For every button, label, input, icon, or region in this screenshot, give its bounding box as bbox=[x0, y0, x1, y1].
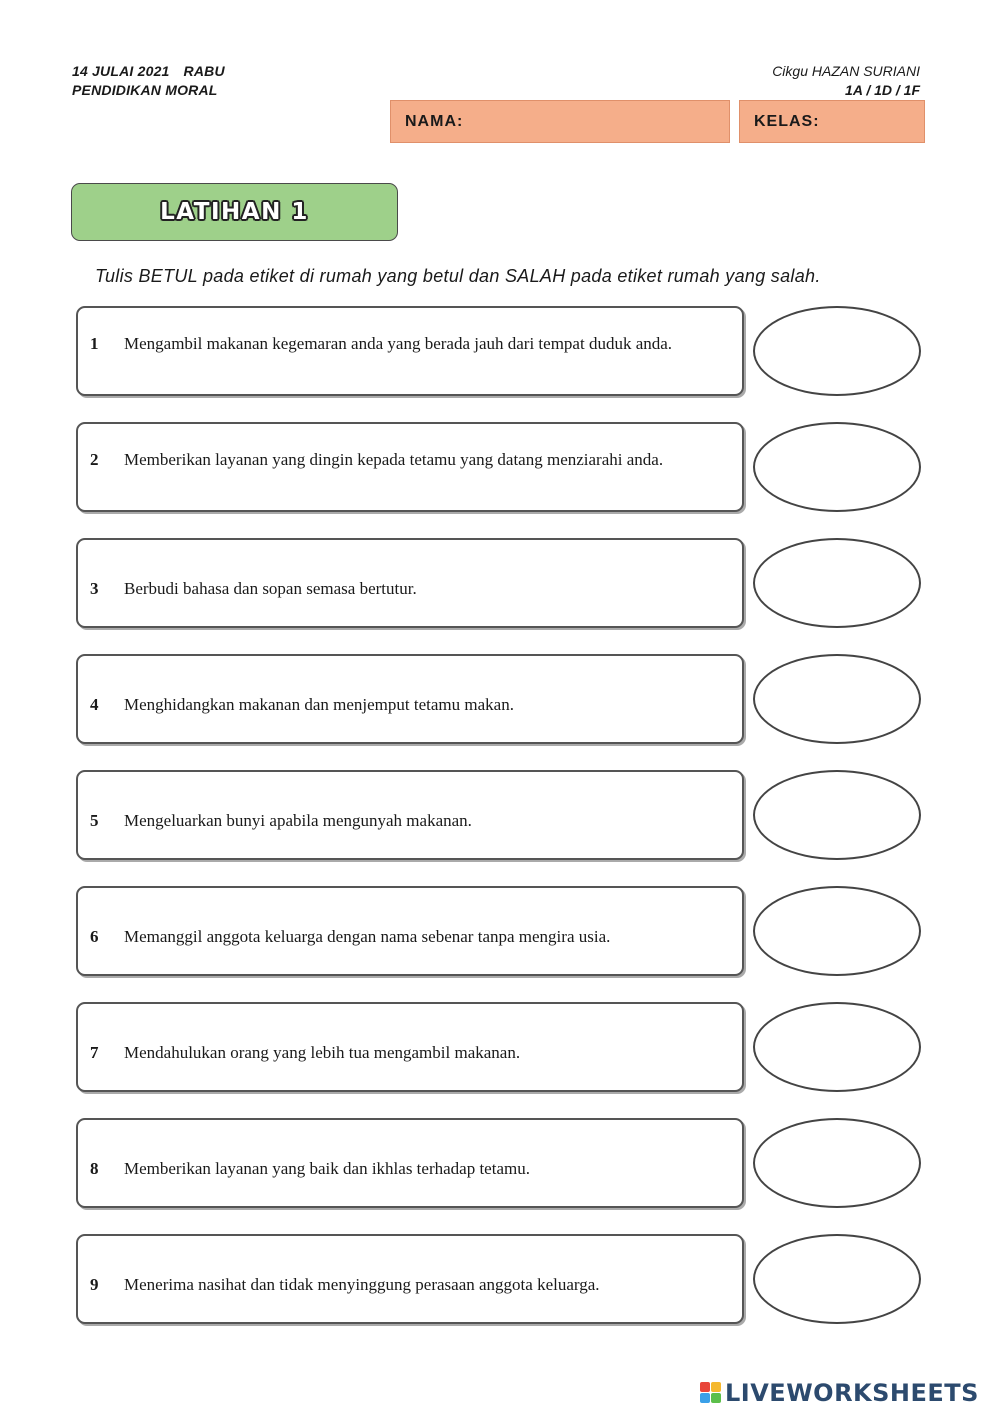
question-text: Memanggil anggota keluarga dengan nama sebenar tanpa mengira usia. bbox=[124, 927, 611, 946]
header-left bbox=[72, 62, 225, 100]
class-label: KELAS: bbox=[754, 113, 820, 130]
answer-oval-9[interactable] bbox=[753, 1234, 921, 1324]
question-text: Mengambil makanan kegemaran anda yang berada jauh dari tempat duduk anda. bbox=[124, 334, 673, 353]
exercise-title: LATIHAN 1 bbox=[160, 199, 309, 225]
subject-text: PENDIDIKAN MORAL bbox=[72, 82, 218, 98]
answer-oval-6[interactable] bbox=[753, 886, 921, 976]
class-list: 1A / 1D / 1F bbox=[845, 82, 920, 98]
question-number: 9 bbox=[90, 1275, 99, 1294]
question-box-3 bbox=[76, 538, 744, 628]
question-number: 1 bbox=[90, 334, 99, 353]
question-number: 4 bbox=[90, 695, 99, 714]
name-label: NAMA: bbox=[405, 113, 464, 130]
exercise-title-banner bbox=[71, 183, 398, 241]
question-box-6 bbox=[76, 886, 744, 976]
liveworksheets-logo[interactable] bbox=[700, 1377, 979, 1409]
question-text: Memberikan layanan yang dingin kepada tetamu yang datang menziarahi anda. bbox=[124, 450, 664, 469]
answer-oval-8[interactable] bbox=[753, 1118, 921, 1208]
question-box-2 bbox=[76, 422, 744, 512]
question-number: 8 bbox=[90, 1159, 99, 1178]
answer-oval-1[interactable] bbox=[753, 306, 921, 396]
teacher-name: Cikgu HAZAN SURIANI bbox=[772, 63, 920, 79]
name-field[interactable] bbox=[390, 100, 730, 143]
question-box-5 bbox=[76, 770, 744, 860]
logo-text: LIVEWORKSHEETS bbox=[725, 1379, 979, 1407]
question-number: 2 bbox=[90, 450, 99, 469]
header-right bbox=[772, 62, 920, 100]
question-box-4 bbox=[76, 654, 744, 744]
answer-oval-5[interactable] bbox=[753, 770, 921, 860]
question-box-9 bbox=[76, 1234, 744, 1324]
instruction-text: Tulis BETUL pada etiket di rumah yang betul dan SALAH pada etiket rumah yang salah. bbox=[95, 266, 821, 286]
class-field[interactable] bbox=[739, 100, 925, 143]
question-box-1 bbox=[76, 306, 744, 396]
question-text: Memberikan layanan yang baik dan ikhlas terhadap tetamu. bbox=[124, 1159, 530, 1178]
question-text: Menerima nasihat dan tidak menyinggung perasaan anggota keluarga. bbox=[124, 1275, 600, 1294]
answer-oval-7[interactable] bbox=[753, 1002, 921, 1092]
liveworksheets-logo-icon bbox=[700, 1382, 722, 1404]
question-text: Menghidangkan makanan dan menjemput tetamu makan. bbox=[124, 695, 514, 714]
question-number: 7 bbox=[90, 1043, 99, 1062]
question-text: Mendahulukan orang yang lebih tua mengambil makanan. bbox=[124, 1043, 521, 1062]
question-number: 6 bbox=[90, 927, 99, 946]
question-number: 5 bbox=[90, 811, 99, 830]
answer-oval-2[interactable] bbox=[753, 422, 921, 512]
question-box-8 bbox=[76, 1118, 744, 1208]
date-text: 14 JULAI 2021 bbox=[72, 63, 170, 79]
question-number: 3 bbox=[90, 579, 99, 598]
question-text: Mengeluarkan bunyi apabila mengunyah makanan. bbox=[124, 811, 472, 830]
question-text: Berbudi bahasa dan sopan semasa bertutur. bbox=[124, 579, 417, 598]
answer-oval-4[interactable] bbox=[753, 654, 921, 744]
answer-oval-3[interactable] bbox=[753, 538, 921, 628]
day-text: RABU bbox=[183, 63, 225, 79]
question-box-7 bbox=[76, 1002, 744, 1092]
